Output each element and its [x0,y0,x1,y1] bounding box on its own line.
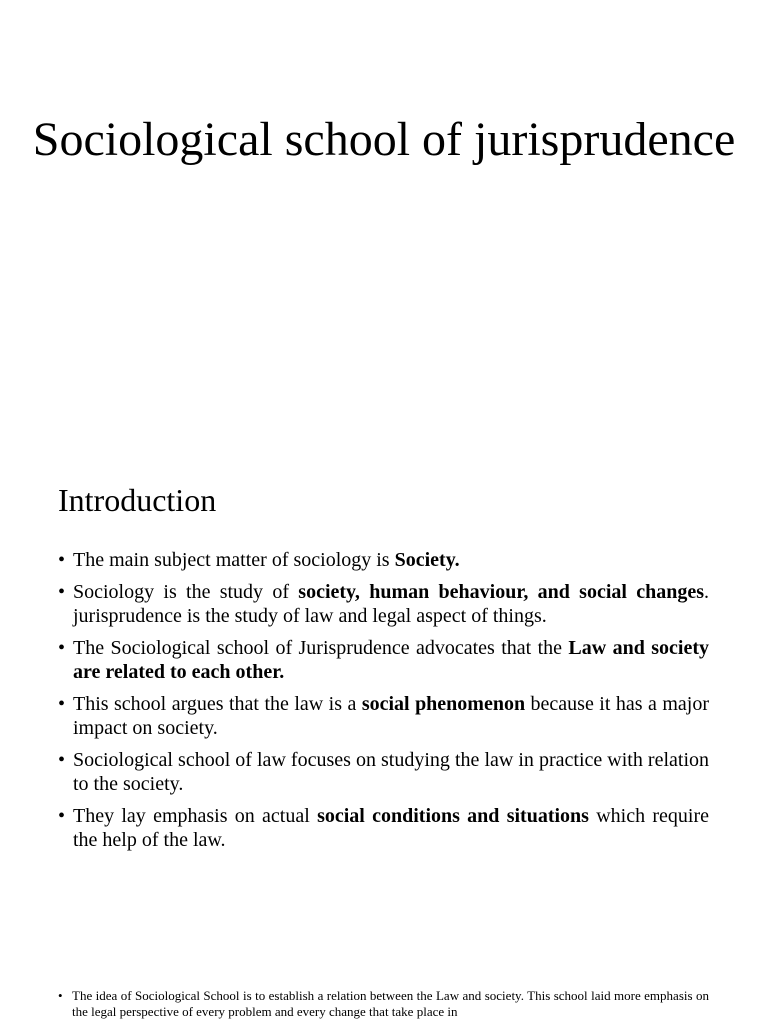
third-slide-partial [0,960,768,1024]
bullet-dot-icon: • [58,549,66,571]
bullet-item [58,580,709,628]
bullet-dot-icon: • [58,988,63,1003]
slide-heading: Introduction [58,482,217,518]
text-segment: The idea of Sociological School is to establish a relation between the Law and society. This school laid more emphasis on the legal perspective of every problem and every change that take place in [72,988,709,1019]
bold-text: social phenomenon [361,693,526,715]
text-segment: They lay emphasis on actual [73,805,318,827]
bullet-item [58,804,709,852]
text-segment: This school argues that the law is a [73,693,362,715]
bold-text: society, human behaviour, and social changes [298,581,704,603]
bullet-dot-icon: • [58,637,66,659]
bullet-item [58,548,709,572]
slide-title: Sociological school of jurisprudence [32,113,736,166]
bullet-item [58,636,709,684]
bullet-item [58,748,709,796]
bold-text: Society. [394,549,460,571]
bullet-list [58,988,709,1020]
text-segment: Sociological school of law focuses on studying the law in practice with relation to the society. [73,749,709,795]
bullet-dot-icon: • [58,581,66,603]
text-segment: The Sociological school of Jurisprudence advocates that the [73,637,569,659]
bullet-item [58,988,709,1020]
bold-text: Law and society are related to each other. [73,637,709,683]
text-segment: because it has a major impact on society. [73,693,709,739]
text-segment: which require the help of the law. [73,805,709,851]
bullet-dot-icon: • [58,749,66,771]
bullet-list [58,548,709,860]
introduction-slide [0,440,768,960]
bullet-dot-icon: • [58,805,66,827]
title-slide [0,0,768,440]
bullet-dot-icon: • [58,693,66,715]
text-segment: . jurisprudence is the study of law and legal aspect of things. [73,581,709,627]
text-segment: Sociology is the study of [73,581,299,603]
text-segment: The main subject matter of sociology is [73,549,395,571]
bullet-item [58,692,709,740]
bold-text: social conditions and situations [317,805,589,827]
